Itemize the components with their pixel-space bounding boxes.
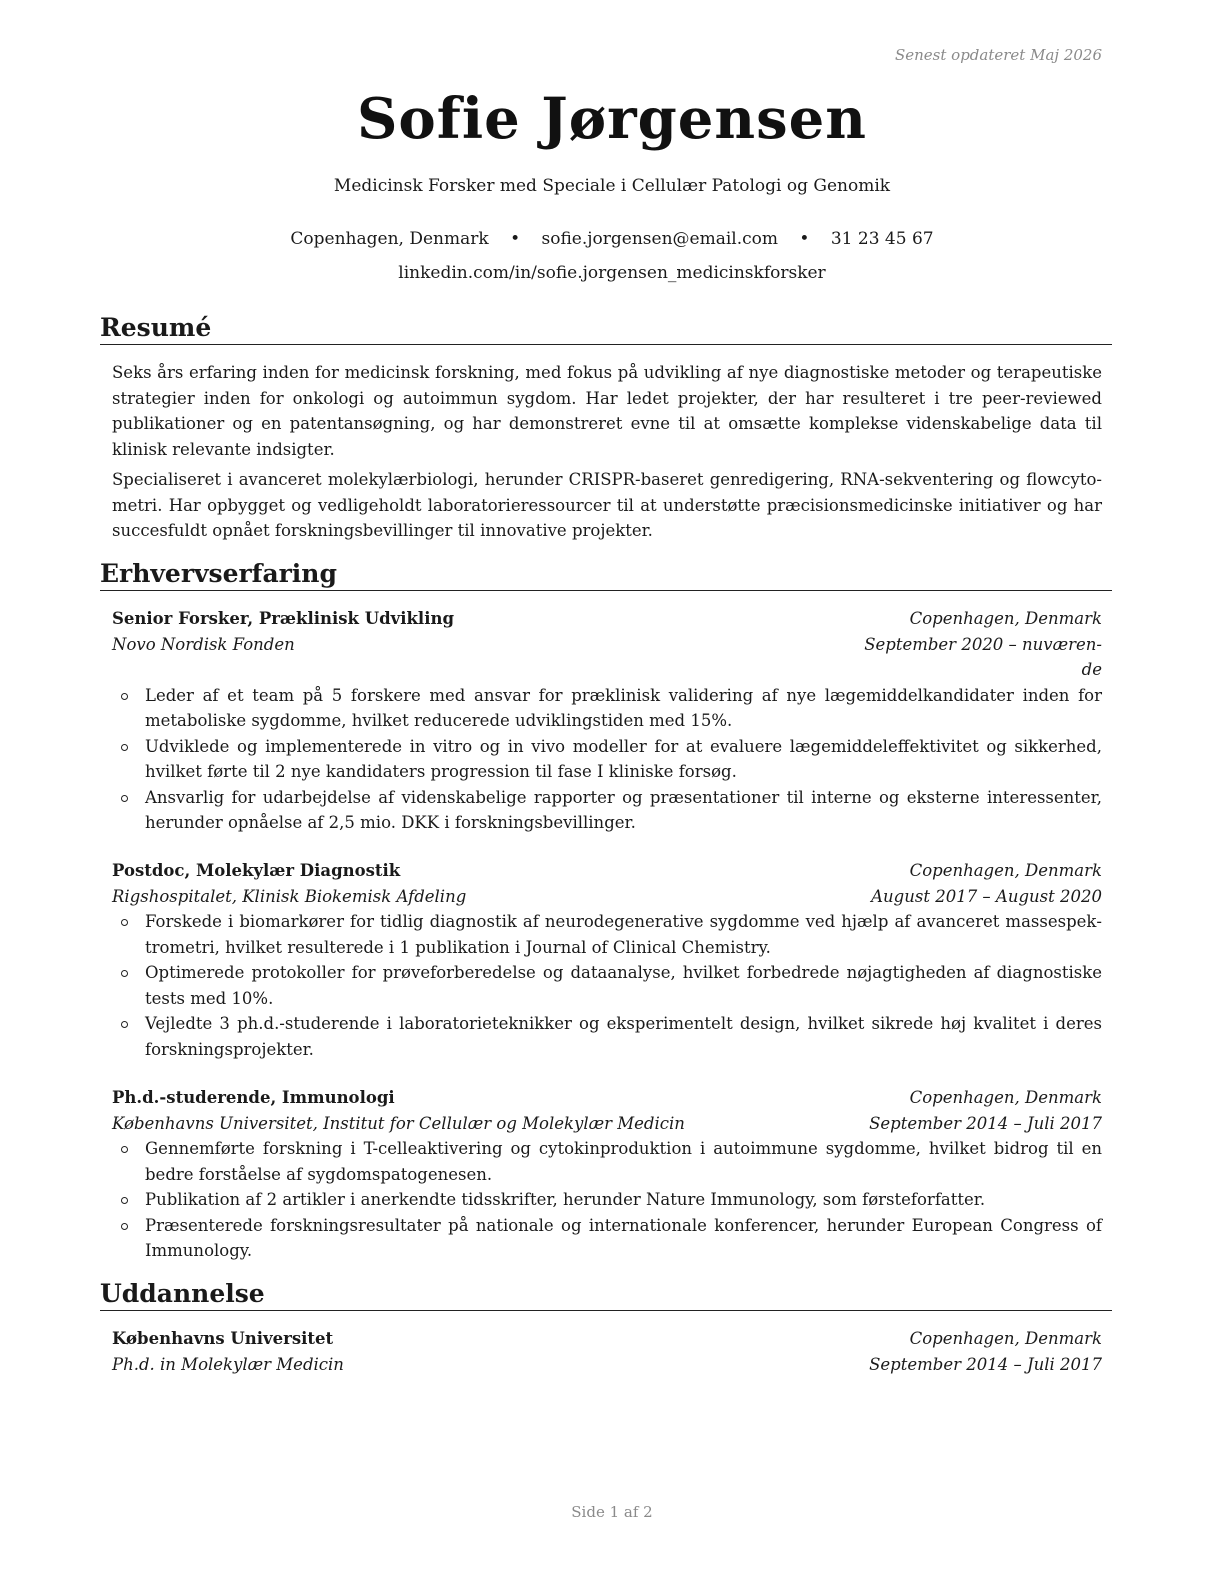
circle-bullet-icon bbox=[121, 1197, 128, 1204]
page-number: Side 1 af 2 bbox=[571, 1503, 653, 1521]
section-title-summary: Resumé bbox=[100, 312, 1112, 345]
contact-location: Copenhagen, Denmark bbox=[290, 229, 489, 249]
job-dates: September 2014 – Juli 2017 bbox=[869, 1113, 1102, 1133]
job-dates: September 2020 – nuværen-de bbox=[864, 634, 1102, 679]
circle-bullet-icon bbox=[121, 970, 128, 977]
list-item: Udviklede og implementerede in vitro og in vivo modeller for at evaluere lægemiddeleffektivitet og sikkerhed, hvilket førte til 2 nye kandidaters progression til fase I kliniske forsøg. bbox=[112, 734, 1102, 785]
summary-paragraph: Specialiseret i avanceret molekylærbiologi, herunder CRISPR-baseret genredigering, RNA-sekventering og flowcytometri. Har opbygget og vedligeholdt laboratorieressourcer til at understøtte præcisionsmedicinske initiativer og har succesfuldt opnået forskningsbevillinger til innovative projekter. bbox=[112, 470, 1102, 540]
list-item: Optimerede protokoller for prøveforberedelse og dataanalyse, hvilket forbedrede nøjagtigheden af diagnostiske tests med 10%. bbox=[112, 960, 1102, 1011]
circle-bullet-icon bbox=[121, 919, 128, 926]
list-item: Gennemførte forskning i T-celleaktivering og cytokinproduktion i autoimmune sygdomme, hvilket bidrog til en bedre forståelse af sygdomspatogenesen. bbox=[112, 1136, 1102, 1187]
list-item: Præsenterede forskningsresultater på nationale og internationale konferencer, herunder European Congress of Immunology. bbox=[112, 1213, 1102, 1264]
job-role: Postdoc, Molekylær Diagnostik bbox=[112, 861, 401, 880]
job-entry bbox=[112, 1085, 1102, 1264]
job-bullets bbox=[112, 1136, 1102, 1264]
education-school: Københavns Universitet bbox=[112, 1329, 334, 1348]
circle-bullet-icon bbox=[121, 1021, 128, 1028]
circle-bullet-icon bbox=[121, 1146, 128, 1153]
linkedin-link[interactable]: linkedin.com/in/sofie.jorgensen_medicinskforsker bbox=[398, 263, 826, 283]
list-item: Forskede i biomarkører for tidlig diagnostik af neurodegenerative sygdomme ved hjælp af avanceret massespektrometri, hvilket resulterede i 1 publikation i Journal of Clinical Chemistry. bbox=[112, 909, 1102, 960]
education-dates: September 2014 – Juli 2017 bbox=[869, 1354, 1102, 1374]
list-item: Vejledte 3 ph.d.-studerende i laboratorieteknikker og eksperimentelt design, hvilket sikrede høj kvalitet i deres forskningsprojekter. bbox=[112, 1011, 1102, 1062]
circle-bullet-icon bbox=[121, 744, 128, 751]
circle-bullet-icon bbox=[121, 795, 128, 802]
summary-paragraph: Seks års erfaring inden for medicinsk forskning, med fokus på udvikling af nye diagnostiske metoder og terapeutiske strategier inden for onkologi og autoimmun sygdom. Har ledet projekter, der har resulteret i tre peer-reviewed publikationer og en patentansøgning, og har demonstreret evne til at omsætte komplekse videnskabelige data til klinisk relevante indsigter. bbox=[112, 363, 1102, 459]
job-location: Copenhagen, Denmark bbox=[909, 1088, 1102, 1107]
job-bullets bbox=[112, 683, 1102, 836]
list-item: Ansvarlig for udarbejdelse af videnskabelige rapporter og præsentationer til interne og eksterne interessenter, herunder opnåelse af 2,5 mio. DKK i forskningsbevillinger. bbox=[112, 785, 1102, 836]
job-role: Ph.d.-studerende, Immunologi bbox=[112, 1088, 395, 1107]
person-name: Sofie Jørgensen bbox=[356, 86, 867, 152]
contact-email[interactable]: sofie.jorgensen@email.com bbox=[541, 229, 778, 249]
list-item: Leder af et team på 5 forskere med ansvar for præklinisk validering af nye lægemiddelkandidater inden for metaboliske sygdomme, hvilket reducerede udviklingstiden med 15%. bbox=[112, 683, 1102, 734]
job-bullets bbox=[112, 909, 1102, 1062]
list-item: Publikation af 2 artikler i anerkendte tidsskrifter, herunder Nature Immunology, som førsteforfatter. bbox=[112, 1187, 1102, 1213]
job-dates: August 2017 – August 2020 bbox=[871, 886, 1102, 906]
circle-bullet-icon bbox=[121, 1223, 128, 1230]
job-role: Senior Forsker, Præklinisk Udvikling bbox=[112, 609, 455, 628]
last-updated: Senest opdateret Maj 2026 bbox=[894, 46, 1102, 64]
contact-phone: 31 23 45 67 bbox=[830, 229, 934, 249]
job-entry bbox=[112, 858, 1102, 1062]
education-degree: Ph.d. in Molekylær Medicin bbox=[112, 1354, 344, 1374]
professional-title: Medicinsk Forsker med Speciale i Cellulær Patologi og Genomik bbox=[333, 176, 891, 196]
job-organization: Rigshospitalet, Klinisk Biokemisk Afdeling bbox=[112, 886, 467, 906]
job-organization: Novo Nordisk Fonden bbox=[112, 634, 295, 654]
circle-bullet-icon bbox=[121, 693, 128, 700]
job-entry bbox=[112, 606, 1102, 836]
contact-line bbox=[0, 229, 1224, 249]
education-location: Copenhagen, Denmark bbox=[909, 1329, 1102, 1348]
section-title-education: Uddannelse bbox=[100, 1278, 1112, 1311]
section-title-experience: Erhvervserfaring bbox=[100, 558, 1112, 591]
job-location: Copenhagen, Denmark bbox=[909, 609, 1102, 628]
job-location: Copenhagen, Denmark bbox=[909, 861, 1102, 880]
contact-separator: • bbox=[799, 229, 810, 249]
education-entry bbox=[112, 1326, 1102, 1377]
contact-separator: • bbox=[510, 229, 521, 249]
job-organization: Københavns Universitet, Institut for Cellulær og Molekylær Medicin bbox=[112, 1113, 685, 1133]
